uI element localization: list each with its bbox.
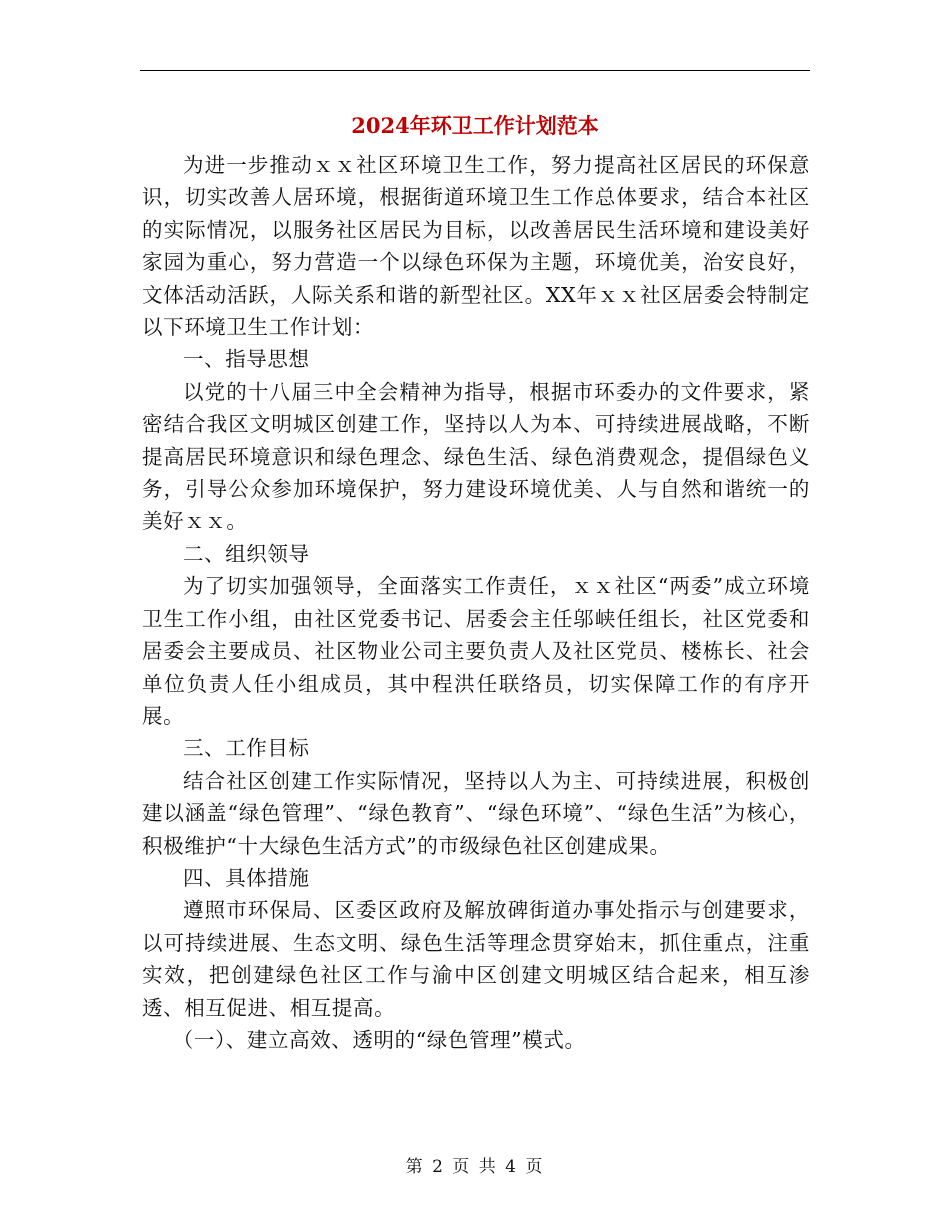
guiding-thought-paragraph: 以党的十八届三中全会精神为指导，根据市环委办的文件要求，紧密结合我区文明城区创建工作，坚持以人为本、可持续进展战略，不断提高居民环境意识和绿色理念、绿色生活、绿色消费观念，提倡绿色义务，引导公众参加环境保护，努力建设环境优美、人与自然和谐统一的美好ｘｘ。 bbox=[142, 379, 810, 534]
header-rule bbox=[140, 70, 810, 71]
section-heading-guiding-thought: 一、指导思想 bbox=[183, 347, 310, 372]
measures-paragraph: 遵照市环保局、区委区政府及解放碑街道办事处指示与创建要求，以可持续进展、生态文明、绿色生活等理念贯穿始末，抓住重点，注重实效，把创建绿色社区工作与渝中区创建文明城区结合起来，相互渗透、相互促进、相互提高。 bbox=[142, 898, 810, 1020]
goals-paragraph: 结合社区创建工作实际情况，坚持以人为主、可持续进展，积极创建以涵盖“绿色管理”、“绿色教育”、“绿色环境”、“绿色生活”为核心，积极维护“十大绿色生活方式”的市级绿色社区创建成果。 bbox=[142, 768, 810, 858]
section-heading-organization: 二、组织领导 bbox=[183, 541, 310, 566]
section-heading-goals: 三、工作目标 bbox=[183, 736, 310, 761]
section-heading-measures: 四、具体措施 bbox=[183, 865, 310, 890]
subsection-heading-green-management: （一）、建立高效、透明的“绿色管理”模式。 bbox=[172, 1027, 586, 1052]
document-body bbox=[142, 149, 810, 1056]
intro-paragraph: 为进一步推动ｘｘ社区环境卫生工作，努力提高社区居民的环保意识，切实改善人居环境，根据街道环境卫生工作总体要求，结合本社区的实际情况，以服务社区居民为目标，以改善居民生活环境和建设美好家园为重心，努力营造一个以绿色环保为主题，环境优美，治安良好，文体活动活跃，人际关系和谐的新型社区。XX年ｘｘ社区居委会特制定以下环境卫生工作计划： bbox=[142, 153, 810, 340]
page-number-footer: 第 2 页 共 4 页 bbox=[405, 1157, 545, 1177]
document-title: 2024年环卫工作计划范本 bbox=[351, 113, 599, 138]
organization-paragraph: 为了切实加强领导，全面落实工作责任，ｘｘ社区“两委”成立环境卫生工作小组，由社区党委书记、居委会主任邬峡任组长，社区党委和居委会主要成员、社区物业公司主要负责人及社区党员、楼栋长、社会单位负责人任小组成员，其中程洪任联络员，切实保障工作的有序开展。 bbox=[142, 574, 810, 728]
